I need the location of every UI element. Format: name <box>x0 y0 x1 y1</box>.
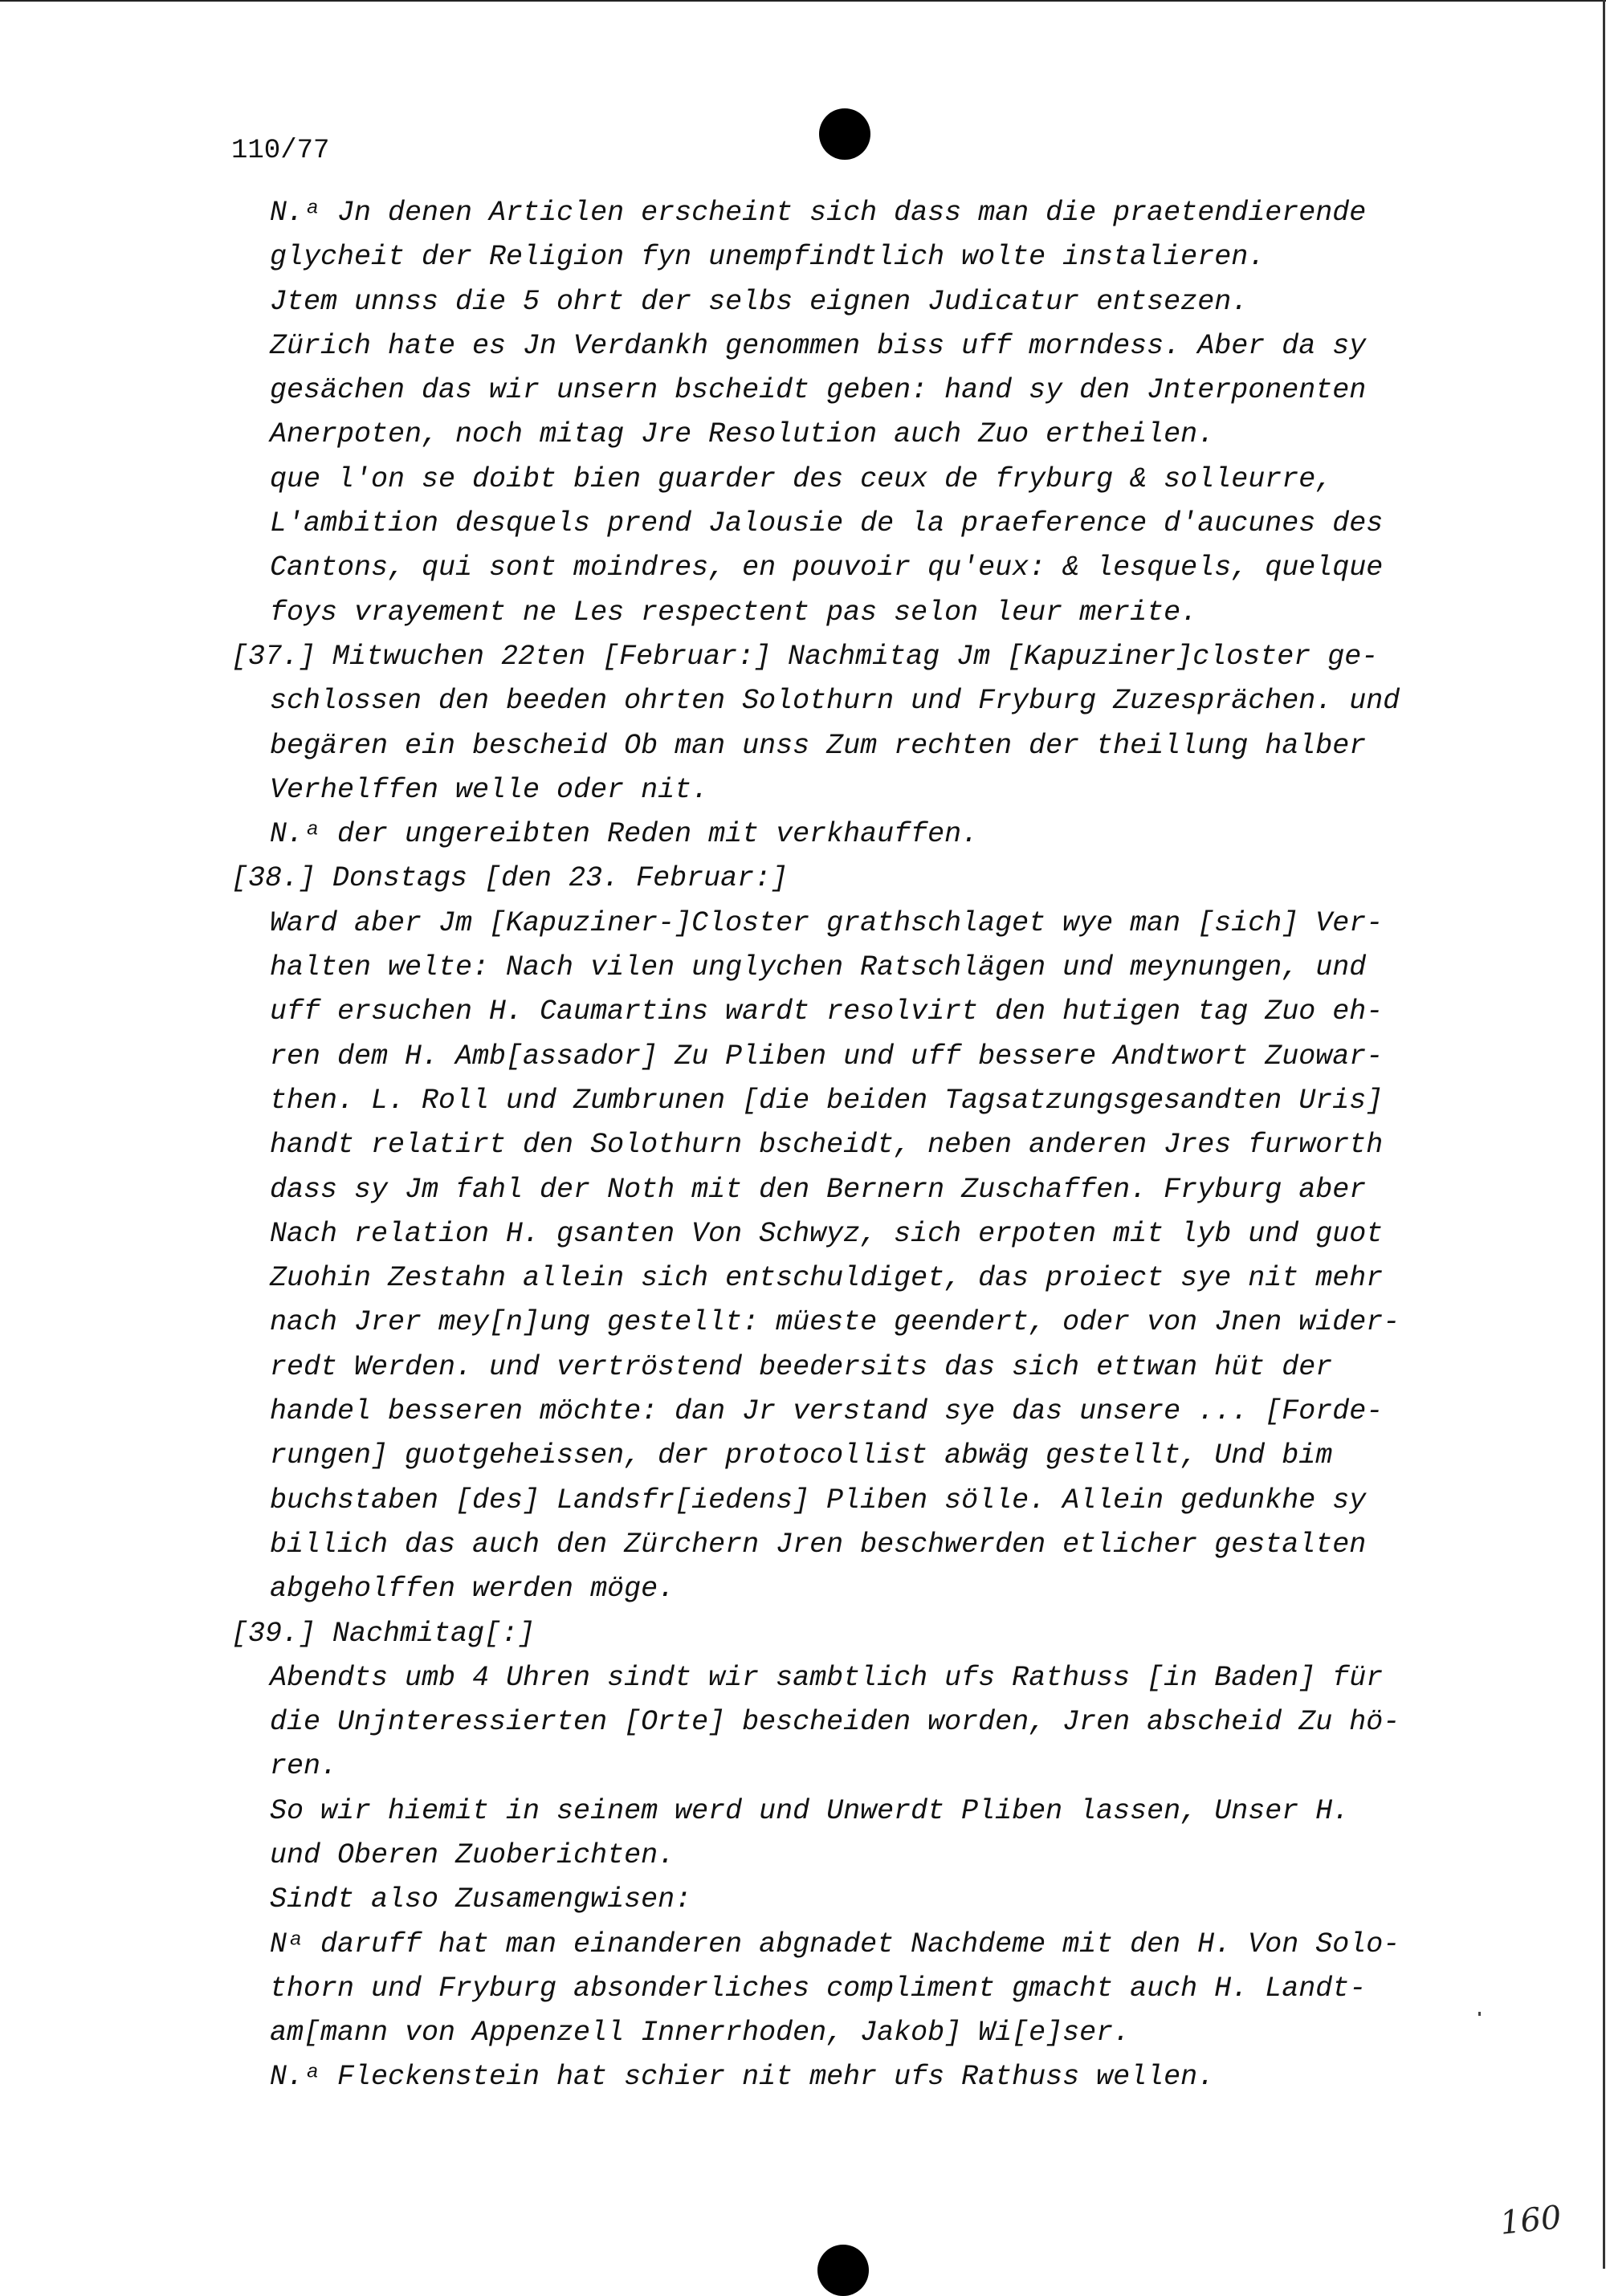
text-line: abgeholffen werden möge. <box>270 1573 675 1606</box>
text-line: am[mann von Appenzell Innerrhoden, Jakob] Wi[e]ser. <box>270 2017 1131 2050</box>
text-line: Nach relation H. gsanten Von Schwyz, sich erpoten mit lyb und guot <box>270 1217 1384 1250</box>
text-line: thorn und Fryburg absonderliches compliment gmacht auch H. Landt- <box>270 1972 1367 2005</box>
text-line: redt Werden. und vertröstend beedersits das sich ettwan hüt der <box>270 1350 1333 1383</box>
text-line: handel besseren möchte: dan Jr verstand sye das unsere ... [Forde- <box>270 1395 1384 1428</box>
punch-hole-top <box>819 108 870 160</box>
text-line: L'ambition desquels prend Jalousie de la praeference d'aucunes des <box>270 507 1384 540</box>
text-line: Zuohin Zestahn allein sich entschuldiget, das proiect sye nit mehr <box>270 1262 1384 1295</box>
text-line: die Unjnteressierten [Orte] bescheiden worden, Jren abscheid Zu hö- <box>270 1706 1400 1739</box>
text-line: Jtem unnss die 5 ohrt der selbs eignen Judicatur entsezen. <box>270 285 1249 318</box>
text-line: Verhelffen welle oder nit. <box>270 773 709 806</box>
punch-hole-bottom <box>817 2245 869 2296</box>
text-line: foys vrayement ne Les respectent pas selon leur merite. <box>270 596 1198 629</box>
text-line: then. L. Roll und Zumbrunen [die beiden Tagsatzungsgesandten Uris] <box>270 1084 1384 1117</box>
text-line: N.ᵃ der ungereibten Reden mit verkhauffen. <box>270 818 979 851</box>
text-line: [39.] Nachmitag[:] <box>231 1617 536 1650</box>
text-line: [38.] Donstags [den 23. Februar:] <box>231 862 789 895</box>
text-line: nach Jrer mey[n]ung gestellt: müeste geendert, oder von Jnen wider- <box>270 1306 1400 1339</box>
page-top-edge <box>0 0 1606 2</box>
text-line: uff ersuchen H. Caumartins wardt resolvirt den hutigen tag Zuo eh- <box>270 995 1384 1028</box>
text-line: Abendts umb 4 Uhren sindt wir sambtlich ufs Rathuss [in Baden] für <box>270 1661 1384 1694</box>
text-line: Ward aber Jm [Kapuziner-]Closter grathschlaget wye man [sich] Ver- <box>270 906 1384 939</box>
text-line: Zürich hate es Jn Verdankh genommen biss uff morndess. Aber da sy <box>270 329 1367 362</box>
document-body <box>231 191 1484 2100</box>
text-line: So wir hiemit in seinem werd und Unwerdt Pliben lassen, Unser H. <box>270 1794 1350 1827</box>
text-line: ren dem H. Amb[assador] Zu Pliben und uff bessere Andtwort Zuowar- <box>270 1040 1384 1073</box>
text-line: Anerpoten, noch mitag Jre Resolution auch Zuo ertheilen. <box>270 418 1215 451</box>
text-line: [37.] Mitwuchen 22ten [Februar:] Nachmitag Jm [Kapuziner]closter ge- <box>231 640 1379 673</box>
document-reference-number: 110/77 <box>231 136 330 166</box>
text-line: schlossen den beeden ohrten Solothurn und Fryburg Zuzesprächen. und <box>270 685 1400 718</box>
handwritten-page-number: 160 <box>1498 2199 1563 2242</box>
text-line: handt relatirt den Solothurn bscheidt, neben anderen Jres furworth <box>270 1129 1384 1162</box>
text-line: glycheit der Religion fyn unempfindtlich wolte instalieren. <box>270 241 1266 274</box>
page-right-edge <box>1603 0 1605 2269</box>
text-line: Nᵃ daruff hat man einanderen abgnadet Nachdeme mit den H. Von Solo- <box>270 1928 1400 1960</box>
text-line: Cantons, qui sont moindres, en pouvoir qu'eux: & lesquels, quelque <box>270 552 1384 584</box>
text-line: rungen] guotgeheissen, der protocollist abwäg gestellt, Und bim <box>270 1439 1333 1472</box>
text-line: N.ᵃ Fleckenstein hat schier nit mehr ufs Rathuss wellen. <box>270 2061 1215 2094</box>
text-line: gesächen das wir unsern bscheidt geben: hand sy den Jnterponenten <box>270 374 1367 407</box>
text-line: halten welte: Nach vilen unglychen Ratschlägen und meynungen, und <box>270 951 1367 984</box>
text-line: billich das auch den Zürchern Jren beschwerden etlicher gestalten <box>270 1528 1367 1561</box>
text-line: Sindt also Zusamengwisen: <box>270 1883 692 1916</box>
text-line: begären ein bescheid Ob man unss Zum rechten der theillung halber <box>270 729 1367 762</box>
text-line: und Oberen Zuoberichten. <box>270 1838 675 1871</box>
text-line: dass sy Jm fahl der Noth mit den Bernern Zuschaffen. Fryburg aber <box>270 1173 1367 1206</box>
text-line: que l'on se doibt bien guarder des ceux de fryburg & solleurre, <box>270 462 1333 495</box>
text-line: ren. <box>270 1750 338 1783</box>
text-line: buchstaben [des] Landsfr[iedens] Pliben sölle. Allein gedunkhe sy <box>270 1484 1367 1516</box>
text-line: N.ᵃ Jn denen Articlen erscheint sich dass man die praetendierende <box>270 197 1367 229</box>
